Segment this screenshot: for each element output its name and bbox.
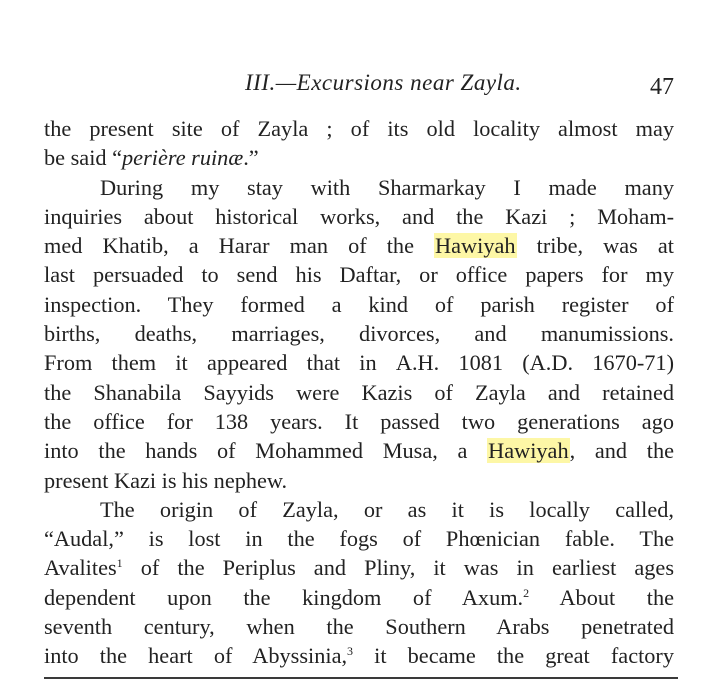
text-line: med Khatib, a Harar man of the Hawiyah tribe, was at — [44, 233, 674, 259]
text-line: dependent upon the kingdom of Axum.$^2$ About the — [44, 584, 674, 610]
footnote-marker: 3 — [347, 644, 354, 659]
footnote-rule — [44, 677, 678, 679]
text-line: be said “perière ruinæ.” — [44, 145, 259, 171]
text-line: into the heart of Abyssinia,$^3$ it became the great factory — [44, 643, 675, 669]
page-number: 47 — [650, 74, 674, 100]
text-line: Avalites$^1$ of the Periplus and Pliny, it was in earliest ages — [44, 555, 674, 581]
text-line: the Shanabila Sayyids were Kazis of Zayla and retained — [44, 379, 674, 405]
text-line: During my stay with Sharmarkay I made many — [100, 174, 674, 200]
highlighted-word: Hawiyah — [488, 438, 569, 464]
text-line: inquiries about historical works, and the Kazi ; Moham- — [44, 203, 674, 229]
text-line: The origin of Zayla, or as it is locally called, — [100, 496, 674, 522]
text-line: “Audal,” is lost in the fogs of Phœnician fable. The — [44, 526, 674, 552]
text-line: the present site of Zayla ; of its old locality almost may — [44, 116, 674, 141]
latin-phrase: perière ruinæ — [122, 145, 244, 171]
running-head — [40, 66, 680, 102]
text-line: inspection. They formed a kind of parish register of — [44, 291, 674, 317]
text-line: last persuaded to send his Daftar, or office papers for my — [44, 262, 674, 288]
text-line: into the hands of Mohammed Musa, a Hawiyah, and the — [44, 438, 674, 464]
text-line: From them it appeared that in A.H. 1081 (A.D. 1670-71) — [44, 350, 674, 376]
running-title: III.—Excursions near Zayla. — [245, 70, 522, 95]
footnote-marker: 2 — [523, 585, 530, 600]
text-line: present Kazi is his nephew. — [44, 467, 288, 493]
text-line: the office for 138 years. It passed two generations ago — [44, 408, 674, 434]
highlighted-word: Hawiyah — [435, 233, 516, 259]
body-text — [44, 114, 674, 671]
footnote-marker: 1 — [116, 556, 123, 571]
text-line: seventh century, when the Southern Arabs penetrated — [44, 614, 674, 640]
text-line: births, deaths, marriages, divorces, and manumissions. — [44, 321, 674, 347]
